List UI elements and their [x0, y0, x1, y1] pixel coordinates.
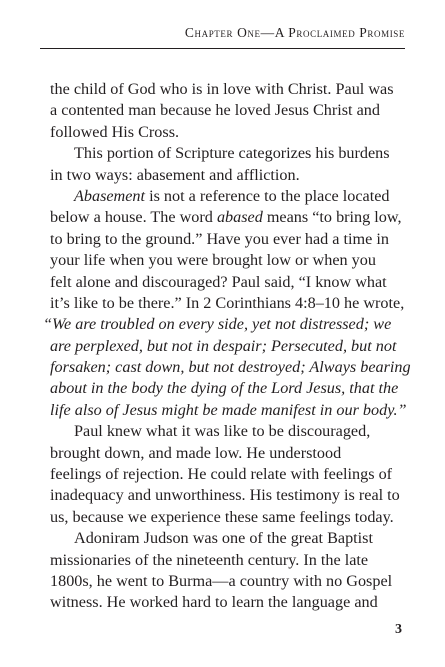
text-line: feelings of rejection. He could relate with feelings of [50, 465, 393, 484]
text-line: missionaries of the nineteenth century. In the late [50, 550, 369, 569]
paragraph-start-line: Paul knew what it was like to be discouraged, [74, 422, 371, 441]
text-run: below a house. The word [50, 208, 217, 227]
page-number: 3 [395, 622, 402, 637]
text-line: inadequacy and unworthiness. His testimony is real to [50, 486, 400, 505]
scripture-quote-line: forsaken; cast down, but not destroyed; Always bearing [50, 358, 411, 377]
body-text [43, 79, 411, 614]
text-line: your life when you were brought low or when you [50, 251, 376, 270]
italic-term-abasement: Abasement [74, 186, 146, 205]
text-line: followed His Cross. [50, 122, 180, 141]
scripture-quote-line: “We are troubled on every side, yet not distressed; we [43, 315, 392, 334]
text-line: felt alone and discouraged? Paul said, “I know what [50, 272, 387, 291]
text-line: us, because we experience these same feelings today. [50, 507, 394, 526]
running-head: Chapter One—A Proclaimed Promise [184, 25, 405, 40]
text-run: means “to bring low, [262, 208, 402, 227]
paragraph-start-line [50, 186, 410, 207]
text-run: is not a reference to the place located [145, 186, 390, 205]
paragraph-start-line: This portion of Scripture categorizes his burdens [74, 144, 390, 163]
scripture-quote-line: about in the body the dying of the Lord Jesus, that the [50, 379, 399, 398]
scripture-quote-line: life also of Jesus might be made manifest in our body.” [50, 400, 407, 419]
text-line: 1800s, he went to Burma—a country with no Gospel [50, 571, 393, 590]
scripture-quote-line: are perplexed, but not in despair; Persecuted, but not [50, 336, 397, 355]
text-line: to bring to the ground.” Have you ever had a time in [50, 229, 389, 248]
text-line: witness. He worked hard to learn the language and [50, 593, 378, 612]
text-line [50, 207, 410, 228]
text-line: a contented man because he loved Jesus Christ and [50, 101, 380, 120]
text-line: in two ways: abasement and affliction. [50, 165, 300, 184]
paragraph-start-line: Adoniram Judson was one of the great Baptist [74, 529, 373, 548]
text-line: it’s like to be there.” In 2 Corinthians 4:8–10 he wrote, [50, 293, 405, 312]
text-line: the child of God who is in love with Christ. Paul was [50, 80, 394, 98]
italic-term-abased: abased [216, 208, 263, 227]
header-rule [40, 48, 405, 49]
text-line: brought down, and made low. He understood [50, 443, 342, 462]
